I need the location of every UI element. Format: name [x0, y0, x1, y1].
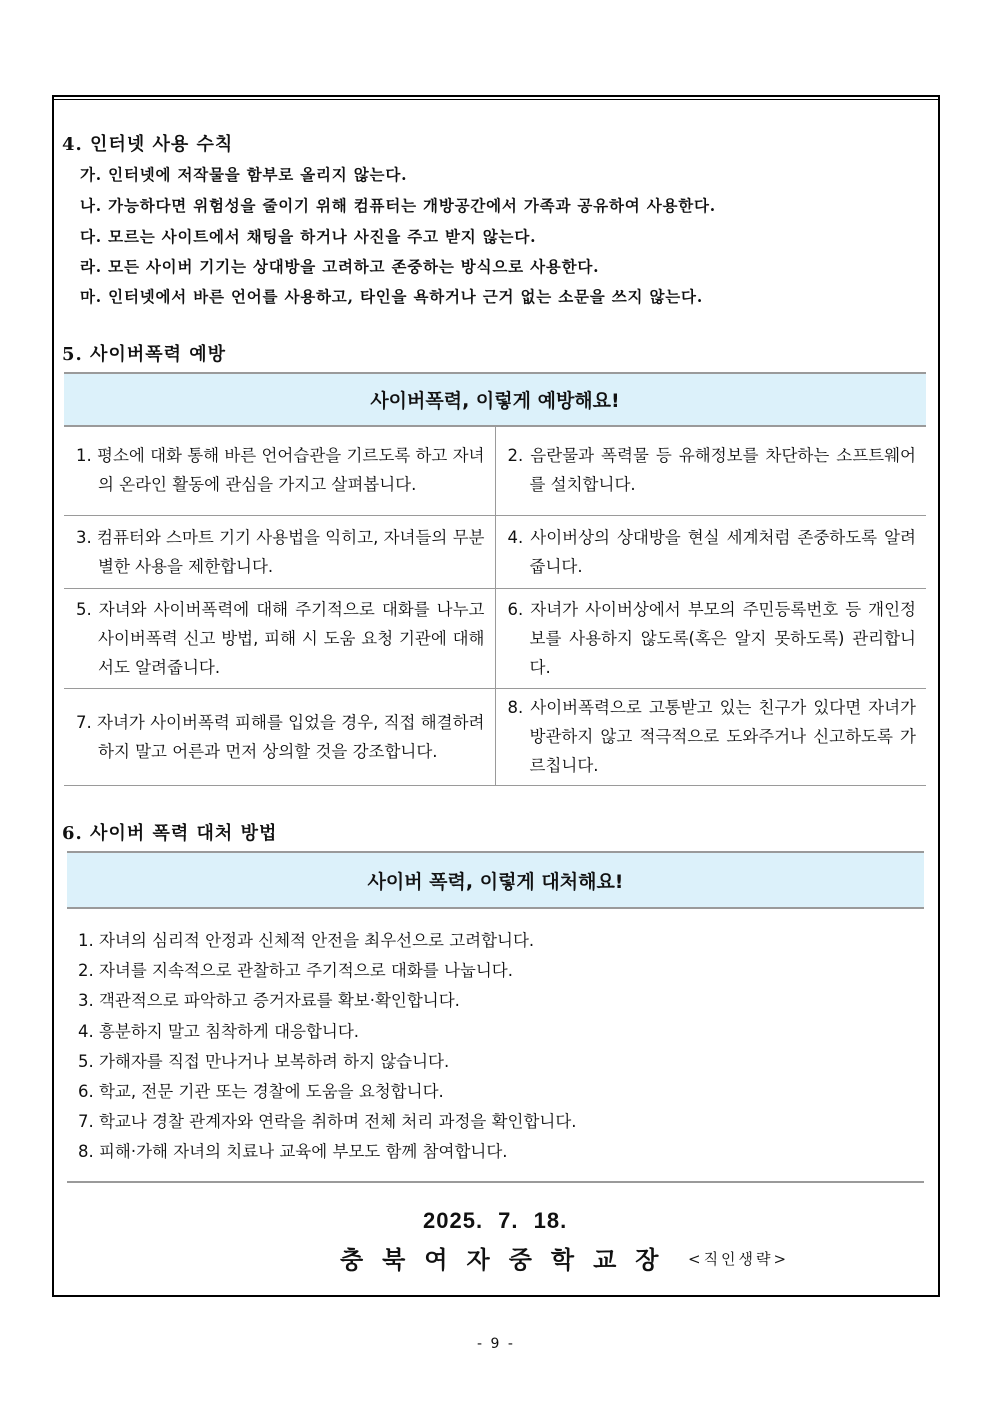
rule-item: 마. 인터넷에서 바른 언어를 사용하고, 타인을 욕하거나 근거 없는 소문을 쓰지 않는다. — [80, 287, 704, 306]
prevention-cell-6: 6. 자녀가 사이버상에서 부모의 주민등록번호 등 개인정보를 사용하지 않도록(혹은 알지 못하도록) 관리합니다. — [495, 588, 926, 688]
school-principal: 충북여자중학교장 — [340, 1245, 678, 1274]
prevention-cell-5: 5. 자녀와 사이버폭력에 대해 주기적으로 대화를 나누고 사이버폭력 신고 방법, 피해 시 도움 요청 기관에 대해서도 알려줍니다. — [64, 588, 495, 688]
section6-title: 6. 사이버 폭력 대처 방법 — [62, 823, 278, 844]
prevention-cell-3: 3. 컴퓨터와 스마트 기기 사용법을 익히고, 자녀들의 무분별한 사용을 제한합니다. — [64, 515, 495, 588]
rule-item: 라. 모든 사이버 기기는 상대방을 고려하고 존중하는 방식으로 사용한다. — [80, 257, 600, 276]
response-list — [78, 926, 577, 1168]
rule-item: 나. 가능하다면 위험성을 줄이기 위해 컴퓨터는 개방공간에서 가족과 공유하여 사용한다. — [80, 196, 716, 215]
page-number: - 9 - — [477, 1336, 515, 1352]
prevention-cell-8: 8. 사이버폭력으로 고통받고 있는 친구가 있다면 자녀가 방관하지 않고 적극적으로 도와주거나 신고하도록 가르칩니다. — [495, 688, 926, 785]
response-item: 7. 학교나 경찰 관계자와 연락을 취하며 전체 처리 과정을 확인합니다. — [78, 1112, 577, 1132]
rule-item: 가. 인터넷에 저작물을 함부로 올리지 않는다. — [80, 165, 408, 184]
response-item: 6. 학교, 전문 기관 또는 경찰에 도움을 요청합니다. — [78, 1082, 444, 1102]
response-item: 2. 자녀를 지속적으로 관찰하고 주기적으로 대화를 나눕니다. — [78, 961, 513, 981]
section4-title: 4. 인터넷 사용 수칙 — [62, 134, 234, 155]
response-item: 8. 피해·가해 자녀의 치료나 교육에 부모도 함께 참여합니다. — [78, 1142, 508, 1162]
section5-title: 5. 사이버폭력 예방 — [62, 344, 227, 365]
response-item: 1. 자녀의 심리적 안정과 신체적 안전을 최우선으로 고려합니다. — [78, 931, 535, 950]
prevention-table-grid — [64, 426, 926, 786]
response-item: 3. 객관적으로 파악하고 증거자료를 확보·확인합니다. — [78, 991, 460, 1011]
bottom-divider — [67, 1181, 924, 1183]
response-item: 4. 흥분하지 말고 침착하게 대응합니다. — [78, 1021, 360, 1041]
response-banner: 사이버 폭력, 이렇게 대처해요! — [67, 851, 924, 909]
issue-date: 2025. 7. 18. — [423, 1208, 568, 1233]
prevention-banner: 사이버폭력, 이렇게 예방해요! — [64, 372, 926, 427]
prevention-cell-7: 7. 자녀가 사이버폭력 피해를 입었을 경우, 직접 해결하려 하지 말고 어른과 먼저 상의할 것을 강조합니다. — [64, 688, 495, 785]
frame-double-line — [52, 99, 940, 100]
rule-item: 다. 모르는 사이트에서 채팅을 하거나 사진을 주고 받지 않는다. — [80, 227, 537, 246]
prevention-cell-2: 2. 음란물과 폭력물 등 유해정보를 차단하는 소프트웨어를 설치합니다. — [495, 426, 926, 515]
prevention-cell-1: 1. 평소에 대화 통해 바른 언어습관을 기르도록 하고 자녀의 온라인 활동에 관심을 가지고 살펴봅니다. — [64, 426, 495, 515]
response-item: 5. 가해자를 직접 만나거나 보복하려 하지 않습니다. — [78, 1051, 450, 1071]
seal-note: <직인생략> — [688, 1250, 790, 1268]
prevention-cell-4: 4. 사이버상의 상대방을 현실 세계처럼 존중하도록 알려줍니다. — [495, 515, 926, 588]
